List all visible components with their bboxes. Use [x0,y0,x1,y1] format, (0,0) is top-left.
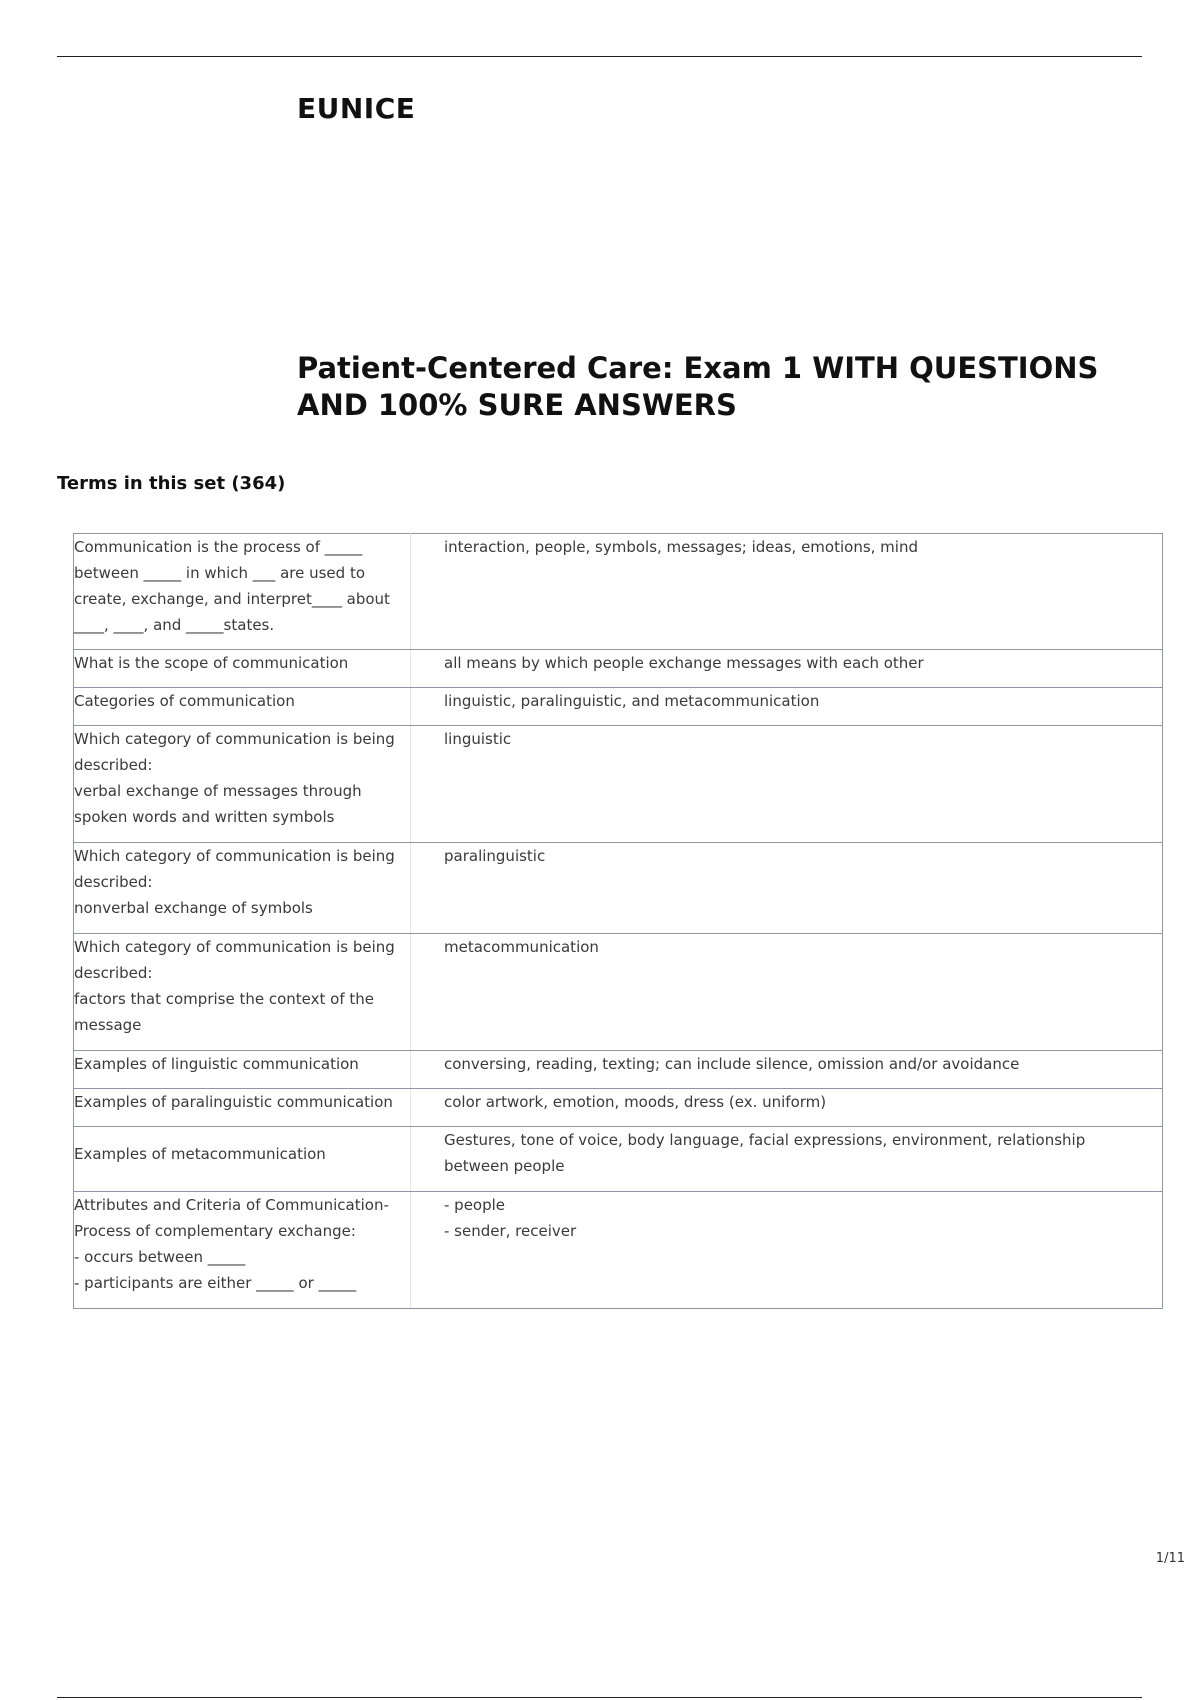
term-cell: Examples of linguistic communication [74,1051,411,1089]
term-cell: Categories of communication [74,688,411,726]
definition-cell: conversing, reading, texting; can include silence, omission and/or avoidance [411,1051,1163,1089]
definition-cell: metacommunication [411,934,1163,1051]
definition-cell: linguistic, paralinguistic, and metacommunication [411,688,1163,726]
term-cell: Which category of communication is being described: factors that comprise the context of the message [74,934,411,1051]
definition-cell: interaction, people, symbols, messages; ideas, emotions, mind [411,534,1163,650]
table-row [74,688,1163,726]
table-row [74,1051,1163,1089]
table-row [74,1127,1163,1192]
table-row [74,534,1163,650]
table-row [74,1192,1163,1309]
term-cell: Which category of communication is being described: verbal exchange of messages through spoken words and written symbols [74,726,411,843]
bottom-rule [57,1697,1142,1698]
table-row [74,934,1163,1051]
top-rule [57,56,1142,57]
table-row [74,650,1163,688]
definition-cell: all means by which people exchange messages with each other [411,650,1163,688]
table-row [74,726,1163,843]
term-cell: Examples of metacommunication [74,1127,411,1192]
page-number: 1/11 [1155,1551,1185,1566]
term-cell: Communication is the process of _____ between _____ in which ___ are used to create, exchange, and interpret____ about ____, ____, and _____states. [74,534,411,650]
table-row [74,1089,1163,1127]
terms-table [73,533,1163,1309]
definition-cell: paralinguistic [411,843,1163,934]
document-title: Patient-Centered Care: Exam 1 WITH QUESTIONS AND 100% SURE ANSWERS [297,351,1099,422]
term-cell: Examples of paralinguistic communication [74,1089,411,1127]
term-cell: Which category of communication is being described: nonverbal exchange of symbols [74,843,411,934]
definition-cell: color artwork, emotion, moods, dress (ex. uniform) [411,1089,1163,1127]
table-row [74,843,1163,934]
terms-count-heading: Terms in this set (364) [57,473,286,494]
definition-cell: - people - sender, receiver [411,1192,1163,1309]
author-name: EUNICE [297,92,416,125]
term-cell: Attributes and Criteria of Communication- Process of complementary exchange: - occurs between _____ - participants are either _____ or _____ [74,1192,411,1309]
definition-cell: Gestures, tone of voice, body language, facial expressions, environment, relationship between people [411,1127,1163,1192]
definition-cell: linguistic [411,726,1163,843]
term-cell: What is the scope of communication [74,650,411,688]
